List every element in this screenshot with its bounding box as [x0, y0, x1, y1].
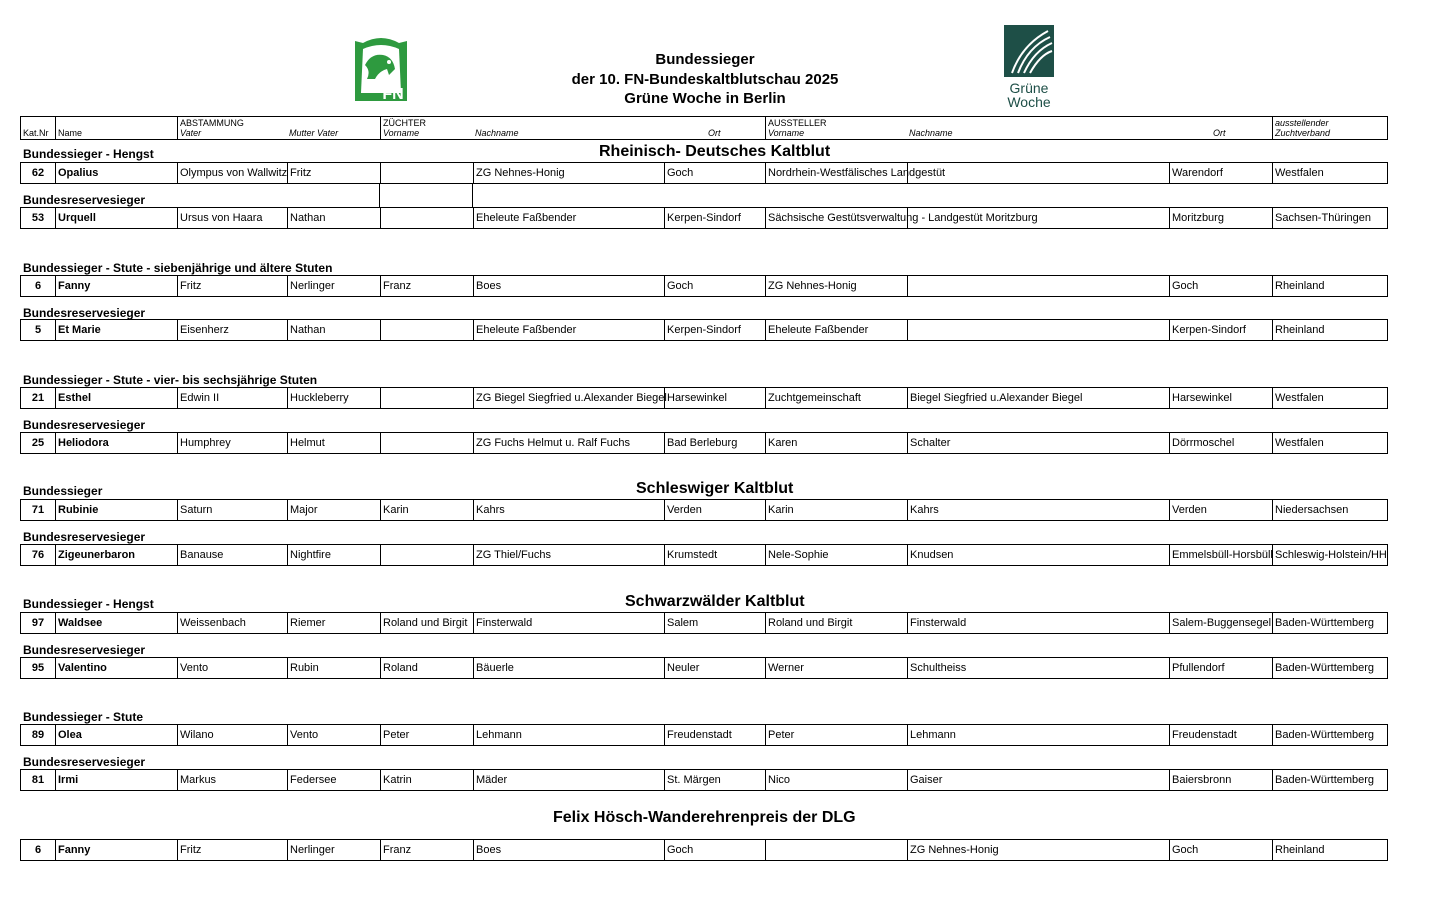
- aussteller-vorname-cell: Werner: [765, 658, 907, 678]
- katnr-cell: 53: [31, 212, 45, 224]
- aussteller-nachname-cell: [907, 163, 1169, 183]
- aussteller-nachname-cell: Lehmann: [907, 725, 1169, 745]
- gruene-woche-logo: [1000, 25, 1058, 111]
- table-row: [20, 432, 1388, 454]
- header-a-nachname: Nachname: [909, 128, 953, 138]
- aussteller-ort-cell: Kerpen-Sindorf: [1169, 320, 1272, 340]
- zuechter-nachname-cell: Lehmann: [473, 725, 664, 745]
- header-katnr: Kat.Nr: [23, 128, 49, 138]
- vater-cell: Humphrey: [177, 433, 287, 453]
- zuchtverband-cell: Westfalen: [1272, 388, 1389, 408]
- katnr-cell: 81: [31, 774, 45, 786]
- table-row: [20, 544, 1388, 566]
- zuechter-vorname-cell: [380, 433, 473, 453]
- section-label: Bundesreservesieger: [23, 530, 146, 544]
- zuechter-vorname-cell: Katrin: [380, 770, 473, 790]
- page-title: [480, 50, 930, 109]
- aussteller-nachname-cell: [907, 276, 1169, 296]
- aussteller-vorname-cell: Peter: [765, 725, 907, 745]
- aussteller-ort-cell: Harsewinkel: [1169, 388, 1272, 408]
- zuechter-ort-cell: Verden: [664, 500, 765, 520]
- zuechter-nachname-cell: ZG Thiel/Fuchs: [473, 545, 664, 565]
- aussteller-ort-cell: Warendorf: [1169, 163, 1272, 183]
- table-row: [20, 612, 1388, 634]
- mutter-vater-cell: Vento: [287, 725, 380, 745]
- aussteller-nachname-cell: [907, 320, 1169, 340]
- vater-cell: Olympus von Wallwitz: [177, 163, 287, 183]
- name-cell: Fanny: [55, 840, 177, 860]
- column-divider: [472, 184, 473, 207]
- zuechter-ort-cell: Kerpen-Sindorf: [664, 320, 765, 340]
- mutter-vater-cell: Nathan: [287, 208, 380, 228]
- aussteller-vorname-cell: Zuchtgemeinschaft: [765, 388, 907, 408]
- aussteller-nachname-cell: [907, 208, 1169, 228]
- zuechter-vorname-cell: Franz: [380, 840, 473, 860]
- mutter-vater-cell: Huckleberry: [287, 388, 380, 408]
- mutter-vater-cell: Rubin: [287, 658, 380, 678]
- aussteller-vorname-cell: Nico: [765, 770, 907, 790]
- table-row: [20, 724, 1388, 746]
- aussteller-ort-cell: Goch: [1169, 276, 1272, 296]
- katnr-cell: 97: [31, 617, 45, 629]
- fn-logo: [349, 35, 414, 105]
- zuechter-ort-cell: St. Märgen: [664, 770, 765, 790]
- name-cell: Esthel: [55, 388, 177, 408]
- zuechter-ort-cell: Freudenstadt: [664, 725, 765, 745]
- aussteller-vorname-cell: Karin: [765, 500, 907, 520]
- zuechter-nachname-cell: Kahrs: [473, 500, 664, 520]
- section-label: Bundessieger - Hengst: [23, 147, 154, 161]
- header-verband-2: Zuchtverband: [1275, 128, 1331, 138]
- mutter-vater-cell: Fritz: [287, 163, 380, 183]
- breed-heading: Felix Hösch-Wanderehrenpreis der DLG: [553, 809, 856, 826]
- aussteller-vorname-cell: ZG Nehnes-Honig: [765, 276, 907, 296]
- aussteller-vorname-cell: Roland und Birgit: [765, 613, 907, 633]
- name-cell: Zigeunerbaron: [55, 545, 177, 565]
- vater-cell: Vento: [177, 658, 287, 678]
- aussteller-vorname-cell: Sächsische Gestütsverwaltung - Landgestüt Moritzburg: [765, 208, 907, 228]
- aussteller-nachname-cell: Finsterwald: [907, 613, 1169, 633]
- mutter-vater-cell: Nathan: [287, 320, 380, 340]
- katnr-cell: 95: [31, 662, 45, 674]
- table-row: [20, 319, 1388, 341]
- section-label: Bundesreservesieger: [23, 755, 146, 769]
- katnr-cell: 76: [31, 549, 45, 561]
- table-row: [20, 769, 1388, 791]
- table-row: [20, 839, 1388, 861]
- zuchtverband-cell: Baden-Württemberg: [1272, 725, 1389, 745]
- zuechter-vorname-cell: Franz: [380, 276, 473, 296]
- breed-heading: Schleswiger Kaltblut: [636, 480, 794, 497]
- katnr-cell: 6: [34, 280, 42, 292]
- vater-cell: Markus: [177, 770, 287, 790]
- aussteller-ort-cell: Freudenstadt: [1169, 725, 1272, 745]
- name-cell: Rubinie: [55, 500, 177, 520]
- section-label: Bundessieger: [23, 484, 103, 498]
- aussteller-vorname-cell: Nordrhein-Westfälisches Landgestüt: [765, 163, 907, 183]
- katnr-cell: 21: [31, 392, 45, 404]
- header-a-vorname: Vorname: [768, 128, 805, 138]
- aussteller-ort-cell: Pfullendorf: [1169, 658, 1272, 678]
- zuechter-nachname-cell: Eheleute Faßbender: [473, 320, 664, 340]
- section-label: Bundesreservesieger: [23, 418, 146, 432]
- vater-cell: Wilano: [177, 725, 287, 745]
- zuechter-nachname-cell: Mäder: [473, 770, 664, 790]
- zuechter-vorname-cell: [380, 545, 473, 565]
- zuechter-ort-cell: Goch: [664, 276, 765, 296]
- header-name: Name: [58, 128, 83, 138]
- aussteller-ort-cell: Salem-Buggensegel: [1169, 613, 1272, 633]
- aussteller-vorname-cell: Eheleute Faßbender: [765, 320, 907, 340]
- mutter-vater-cell: Major: [287, 500, 380, 520]
- zuechter-vorname-cell: [380, 320, 473, 340]
- aussteller-nachname-cell: Biegel Siegfried u.Alexander Biegel: [907, 388, 1169, 408]
- zuechter-ort-cell: Goch: [664, 163, 765, 183]
- zuechter-nachname-cell: ZG Biegel Siegfried u.Alexander Biegel: [473, 388, 664, 408]
- vater-cell: Eisenherz: [177, 320, 287, 340]
- zuechter-vorname-cell: Roland: [380, 658, 473, 678]
- zuechter-nachname-cell: ZG Nehnes-Honig: [473, 163, 664, 183]
- logo-text-1: Grüne: [1009, 80, 1049, 96]
- katnr-cell: 25: [31, 437, 45, 449]
- section-label: Bundesreservesieger: [23, 193, 146, 207]
- svg-text:FN: FN: [382, 86, 404, 103]
- mutter-vater-cell: Nerlinger: [287, 840, 380, 860]
- vater-cell: Fritz: [177, 276, 287, 296]
- zuechter-vorname-cell: Karin: [380, 500, 473, 520]
- name-cell: Fanny: [55, 276, 177, 296]
- zuechter-nachname-cell: Finsterwald: [473, 613, 664, 633]
- section-label: Bundessieger - Stute - vier- bis sechsjährige Stuten: [23, 373, 318, 387]
- aussteller-ort-cell: Dörrmoschel: [1169, 433, 1272, 453]
- zuchtverband-cell: Rheinland: [1272, 276, 1389, 296]
- name-cell: Opalius: [55, 163, 177, 183]
- aussteller-ort-cell: Verden: [1169, 500, 1272, 520]
- table-header: [20, 116, 1388, 140]
- header-z-ort: Ort: [708, 128, 721, 138]
- aussteller-nachname-cell: Knudsen: [907, 545, 1169, 565]
- header-z-vorname: Vorname: [383, 128, 420, 138]
- zuchtverband-cell: Westfalen: [1272, 163, 1389, 183]
- vater-cell: Fritz: [177, 840, 287, 860]
- header-mutter-vater: Mutter Vater: [289, 128, 339, 138]
- aussteller-nachname-cell: Schalter: [907, 433, 1169, 453]
- zuechter-vorname-cell: [380, 388, 473, 408]
- aussteller-vorname-cell: Karen: [765, 433, 907, 453]
- zuchtverband-cell: Sachsen-Thüringen: [1272, 208, 1389, 228]
- zuchtverband-cell: Westfalen: [1272, 433, 1389, 453]
- aussteller-nachname-cell: Gaiser: [907, 770, 1169, 790]
- zuechter-ort-cell: Salem: [664, 613, 765, 633]
- zuechter-ort-cell: Krumstedt: [664, 545, 765, 565]
- aussteller-vorname-cell: Nele-Sophie: [765, 545, 907, 565]
- zuchtverband-cell: Baden-Württemberg: [1272, 770, 1389, 790]
- zuechter-vorname-cell: [380, 208, 473, 228]
- zuchtverband-cell: Rheinland: [1272, 320, 1389, 340]
- zuchtverband-cell: Baden-Württemberg: [1272, 658, 1389, 678]
- vater-cell: Edwin II: [177, 388, 287, 408]
- section-label: Bundessieger - Stute - siebenjährige und ältere Stuten: [23, 261, 333, 275]
- table-row: [20, 275, 1388, 297]
- zuechter-vorname-cell: [380, 163, 473, 183]
- header-a-ort: Ort: [1213, 128, 1226, 138]
- vater-cell: Weissenbach: [177, 613, 287, 633]
- katnr-cell: 71: [31, 504, 45, 516]
- zuechter-ort-cell: Kerpen-Sindorf: [664, 208, 765, 228]
- section-label: Bundessieger - Hengst: [23, 597, 154, 611]
- header-vater: Vater: [180, 128, 202, 138]
- section-label: Bundessieger - Stute: [23, 710, 144, 724]
- zuechter-ort-cell: Neuler: [664, 658, 765, 678]
- zuchtverband-cell: Schleswig-Holstein/HH: [1272, 545, 1389, 565]
- mutter-vater-cell: Nightfire: [287, 545, 380, 565]
- name-cell: Heliodora: [55, 433, 177, 453]
- aussteller-vorname-cell: [765, 840, 907, 860]
- katnr-cell: 5: [34, 324, 42, 336]
- name-cell: Olea: [55, 725, 177, 745]
- table-row: [20, 499, 1388, 521]
- zuechter-vorname-cell: Peter: [380, 725, 473, 745]
- aussteller-ort-cell: Baiersbronn: [1169, 770, 1272, 790]
- vater-cell: Ursus von Haara: [177, 208, 287, 228]
- mutter-vater-cell: Nerlinger: [287, 276, 380, 296]
- katnr-cell: 62: [31, 167, 45, 179]
- zuechter-vorname-cell: Roland und Birgit: [380, 613, 473, 633]
- table-row: [20, 657, 1388, 679]
- column-divider: [379, 184, 380, 207]
- header-abstammung: ABSTAMMUNG: [180, 118, 244, 128]
- mutter-vater-cell: Helmut: [287, 433, 380, 453]
- name-cell: Et Marie: [55, 320, 177, 340]
- aussteller-nachname-cell: Schultheiss: [907, 658, 1169, 678]
- section-label: Bundesreservesieger: [23, 306, 146, 320]
- name-cell: Irmi: [55, 770, 177, 790]
- zuechter-nachname-cell: Boes: [473, 840, 664, 860]
- zuchtverband-cell: Niedersachsen: [1272, 500, 1389, 520]
- table-row: [20, 387, 1388, 409]
- zuechter-ort-cell: Harsewinkel: [664, 388, 765, 408]
- zuechter-nachname-cell: ZG Fuchs Helmut u. Ralf Fuchs: [473, 433, 664, 453]
- section-label: Bundesreservesieger: [23, 643, 146, 657]
- zuechter-ort-cell: Goch: [664, 840, 765, 860]
- katnr-cell: 6: [34, 844, 42, 856]
- zuchtverband-cell: Baden-Württemberg: [1272, 613, 1389, 633]
- aussteller-ort-cell: Emmelsbüll-Horsbüll: [1169, 545, 1272, 565]
- aussteller-nachname-cell: ZG Nehnes-Honig: [907, 840, 1169, 860]
- name-cell: Urquell: [55, 208, 177, 228]
- mutter-vater-cell: Federsee: [287, 770, 380, 790]
- katnr-cell: 89: [31, 729, 45, 741]
- header-z-nachname: Nachname: [475, 128, 519, 138]
- vater-cell: Saturn: [177, 500, 287, 520]
- title-line-2: der 10. FN-Bundeskaltblutschau 2025: [571, 70, 839, 88]
- zuechter-ort-cell: Bad Berleburg: [664, 433, 765, 453]
- title-line-1: Bundessieger: [655, 51, 755, 68]
- header-verband-1: ausstellender: [1275, 118, 1329, 128]
- table-row: [20, 207, 1388, 229]
- title-line-3: Grüne Woche in Berlin: [624, 90, 786, 107]
- zuechter-nachname-cell: Boes: [473, 276, 664, 296]
- header-zuechter: ZÜCHTER: [383, 118, 426, 128]
- zuechter-nachname-cell: Bäuerle: [473, 658, 664, 678]
- aussteller-nachname-cell: Kahrs: [907, 500, 1169, 520]
- table-row: [20, 162, 1388, 184]
- aussteller-ort-cell: Moritzburg: [1169, 208, 1272, 228]
- vater-cell: Banause: [177, 545, 287, 565]
- mutter-vater-cell: Riemer: [287, 613, 380, 633]
- name-cell: Valentino: [55, 658, 177, 678]
- breed-heading: Schwarzwälder Kaltblut: [625, 593, 805, 610]
- zuchtverband-cell: Rheinland: [1272, 840, 1389, 860]
- name-cell: Waldsee: [55, 613, 177, 633]
- header-aussteller: AUSSTELLER: [768, 118, 827, 128]
- breed-heading: Rheinisch- Deutsches Kaltblut: [599, 143, 831, 160]
- zuechter-nachname-cell: Eheleute Faßbender: [473, 208, 664, 228]
- aussteller-ort-cell: Goch: [1169, 840, 1272, 860]
- logo-text-2: Woche: [1007, 94, 1051, 110]
